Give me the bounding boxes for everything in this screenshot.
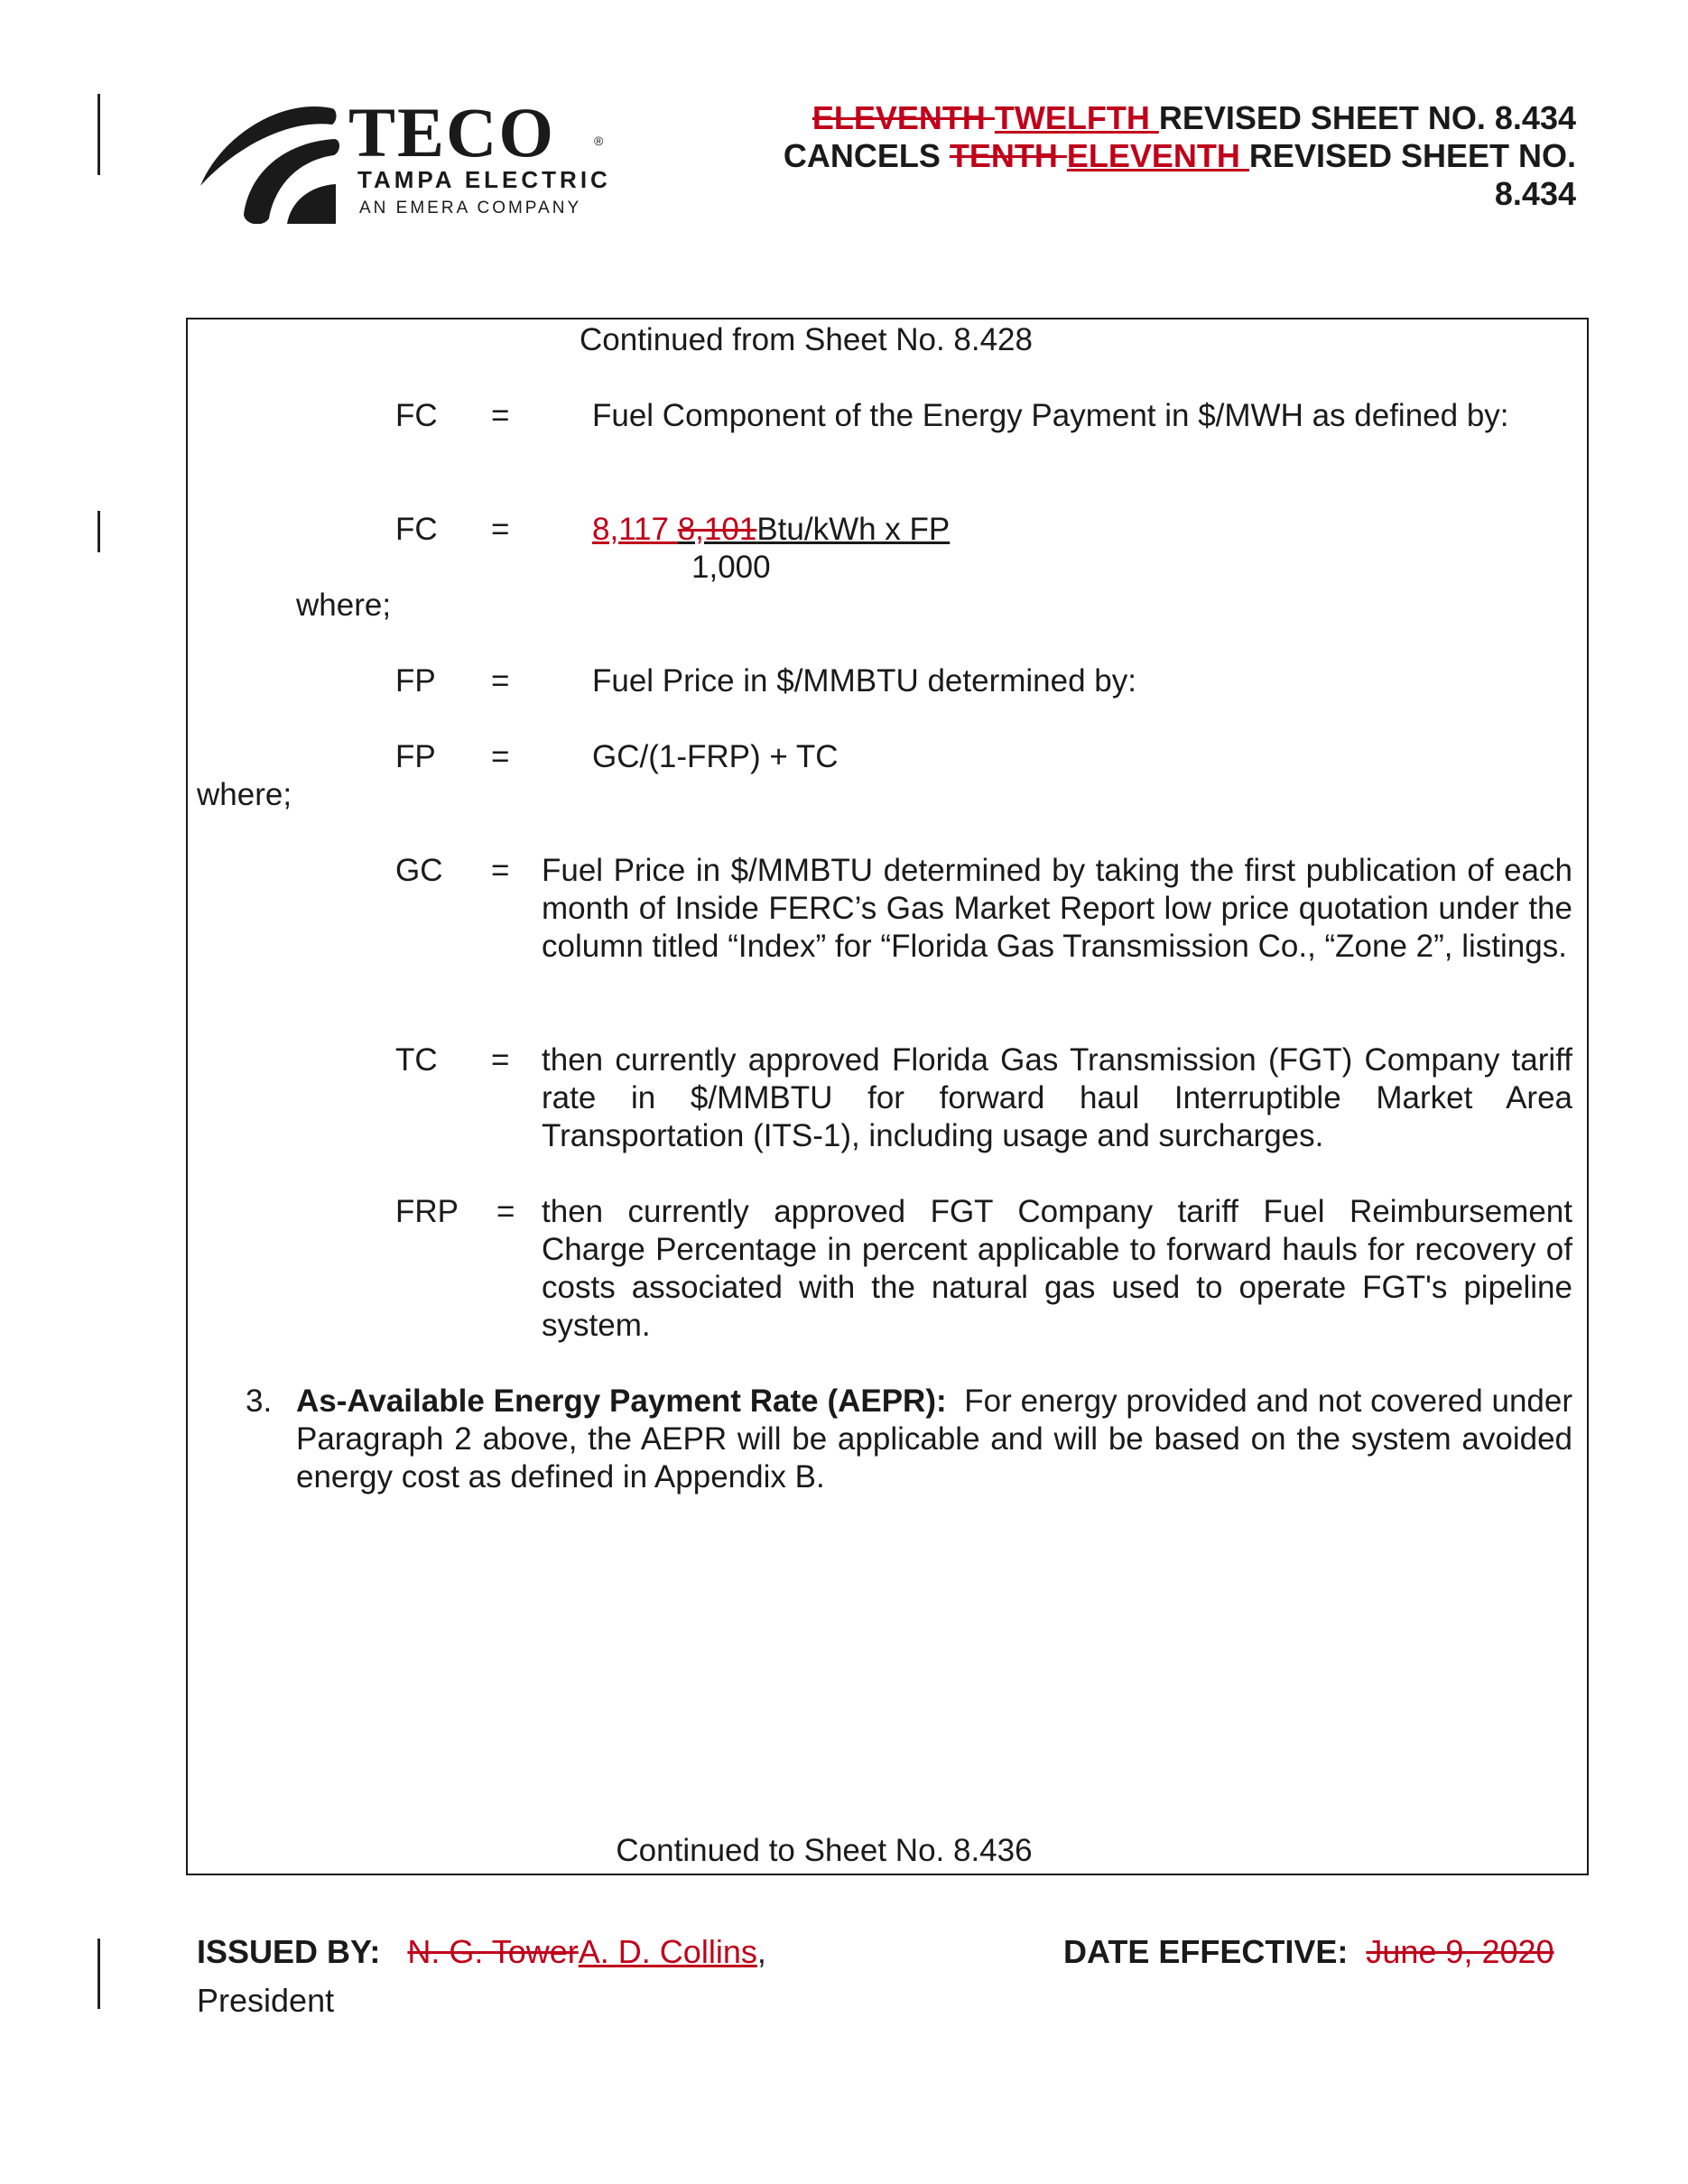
sheet-header (673, 99, 1576, 213)
fc-formula-term: FC (395, 512, 438, 547)
fc-definition: Fuel Component of the Energy Payment in $/MWH as defined by: (592, 398, 1509, 433)
fc-formula-equals: = (491, 512, 510, 547)
tc-definition: then currently approved Florida Gas Transmission (FGT) Company tariff rate in $/MMBTU for forward haul Interruptible Market Area Transportation (ITS-1), including usage and surcharges. (542, 1042, 1572, 1153)
teco-swoosh-icon (197, 97, 341, 224)
header-line2-rest: REVISED SHEET NO. (1248, 137, 1576, 174)
struck-issuer: N. G. Tower (407, 1933, 579, 1970)
item3-paragraph (296, 1383, 1572, 1496)
struck-cancels: TENTH (949, 137, 1067, 174)
logo-registered-mark: ® (594, 134, 604, 148)
inserted-heat-rate: 8,117 (592, 512, 678, 547)
frp-term: FRP (395, 1194, 459, 1229)
sheet-header-line1 (673, 99, 1576, 137)
gc-term: GC (395, 853, 443, 888)
frp-equals: = (496, 1194, 515, 1229)
inserted-revision: TWELFTH (994, 99, 1159, 136)
fc-formula-denominator: 1,000 (691, 550, 771, 585)
change-bar-footer (97, 1939, 100, 2009)
item3-number: 3. (246, 1384, 273, 1419)
fp-definition: Fuel Price in $/MMBTU determined by: (592, 663, 1136, 699)
logo-brand: TECO (348, 93, 556, 171)
struck-revision: ELEVENTH (812, 99, 995, 136)
fp-equals: = (491, 663, 510, 699)
tc-equals: = (491, 1042, 510, 1078)
fc-equals: = (491, 398, 510, 433)
fc-formula (592, 511, 950, 549)
issuer-title: President (197, 1982, 335, 2019)
date-effective (1063, 1933, 1554, 1971)
fp-formula-equals: = (491, 739, 510, 774)
logo-line1: TAMPA ELECTRIC (357, 166, 611, 193)
fc-term: FC (395, 398, 438, 433)
header-line2-prefix: CANCELS (783, 137, 950, 174)
issued-by-label: ISSUED BY: (197, 1933, 381, 1970)
date-effective-label: DATE EFFECTIVE: (1063, 1933, 1349, 1970)
fc-formula-rest: Btu/kWh x FP (756, 512, 951, 547)
where-label-1: where; (296, 588, 392, 623)
fp-term: FP (395, 663, 436, 699)
tc-term: TC (395, 1042, 438, 1078)
change-bar-header (97, 94, 100, 175)
inserted-cancels: ELEVENTH (1066, 137, 1249, 174)
fp-formula: GC/(1-FRP) + TC (592, 739, 839, 774)
change-bar-formula (97, 511, 100, 552)
fp-formula-term: FP (395, 739, 436, 774)
gc-equals: = (491, 853, 510, 888)
issuer-comma: , (756, 1933, 766, 1970)
logo-line2: AN EMERA COMPANY (359, 199, 582, 217)
continued-to: Continued to Sheet No. 8.436 (616, 1833, 1033, 1868)
sheet-header-line3: 8.434 (1494, 175, 1576, 212)
continued-from: Continued from Sheet No. 8.428 (580, 322, 1033, 357)
item3-heading: As-Available Energy Payment Rate (AEPR): (296, 1384, 947, 1419)
gc-definition: Fuel Price in $/MMBTU determined by taking the first publication of each month of Inside FERC’s Gas Market Report low price quotation under the column titled “Index” for “Florida Gas Transmission Co., “Zone 2”, listings. (542, 853, 1572, 964)
where-label-2: where; (197, 777, 292, 812)
sheet-header-line2 (673, 137, 1576, 175)
struck-heat-rate: 8,101 (677, 512, 757, 547)
item3-text: For energy provided and not covered under Paragraph 2 above, the AEPR will be applicable and will be based on the system avoided energy cost as defined in Appendix B. (296, 1384, 1572, 1495)
header-line1-rest: REVISED SHEET NO. 8.434 (1158, 99, 1576, 136)
issued-by (197, 1933, 766, 1971)
struck-date: June 9, 2020 (1366, 1933, 1554, 1970)
teco-logo (197, 93, 666, 224)
frp-definition: then currently approved FGT Company tariff Fuel Reimbursement Charge Percentage in percent applicable to forward hauls for recovery of costs associated with the natural gas used to operate FGT's pipeline system. (542, 1194, 1572, 1343)
inserted-issuer: A. D. Collins (578, 1933, 757, 1970)
